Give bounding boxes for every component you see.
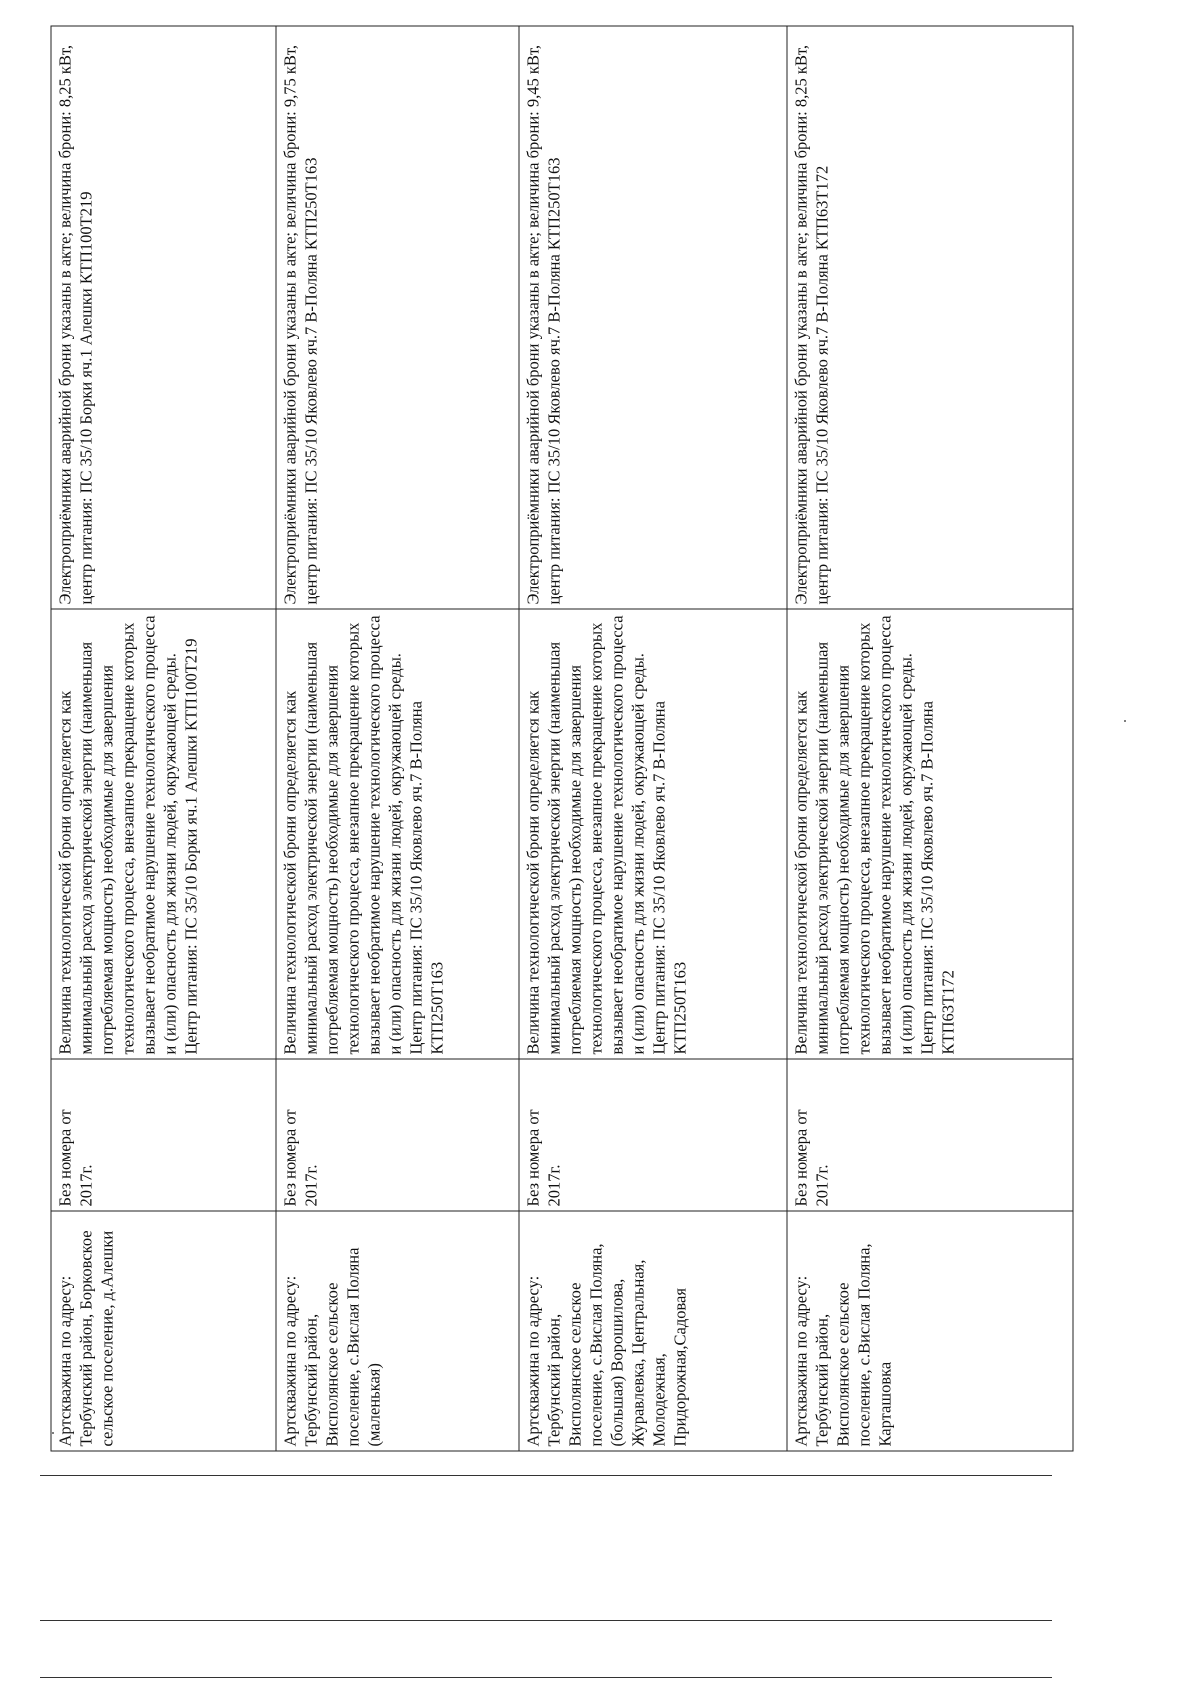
tech-reserve-cell: Величина технологической брони определяется как минимальный расход электрической энергии (наименьшая потребляемая мощность) необходимые для завершения технологического процесса, внезапное прекращение которых вызывает необратимое нарушение технологического процесса и (или) опасность для жизни людей, окружающей среды. Центр питания: ПС 35/10 Яковлево яч.7 В-Поляна КТП250Т163 bbox=[276, 609, 519, 1059]
address-cell: Артскважина по адресу: Тербунский район, Висполянское сельское поселение, с.Вислая Поляна, Карташовка bbox=[787, 1211, 1073, 1451]
bottom-rule-line bbox=[40, 1475, 1052, 1476]
emergency-reserve-cell: Электроприёмники аварийной брони указаны в акте; величина брони: 9,45 кВт, центр питания: ПС 35/10 Яковлево яч.7 В-Поляна КТП250Т163 bbox=[519, 26, 787, 609]
reserve-table bbox=[51, 26, 1074, 1452]
emergency-reserve-cell: Электроприёмники аварийной брони указаны в акте; величина брони: 9,75 кВт, центр питания: ПС 35/10 Яковлево яч.7 В-Поляна КТП250Т163 bbox=[276, 26, 519, 609]
bottom-rule-line bbox=[40, 1620, 1052, 1621]
emergency-reserve-cell: Электроприёмники аварийной брони указаны в акте; величина брони: 8,25 кВт, центр питания: ПС 35/10 Борки яч.1 Алешки КТП100Т219 bbox=[51, 26, 276, 609]
emergency-reserve-cell: Электроприёмники аварийной брони указаны в акте; величина брони: 8,25 кВт, центр питания: ПС 35/10 Яковлево яч.7 В-Поляна КТП63Т172 bbox=[787, 26, 1073, 609]
address-cell: Артскважина по адресу: Тербунский район, Висполянское сельское поселение, с.Вислая Поляна, (большая) Ворошилова, Журавлевка, Центральная, Молодежная, Придорожная,Садовая bbox=[519, 1211, 787, 1451]
scan-speck bbox=[52, 1432, 54, 1434]
table-row bbox=[276, 26, 519, 1451]
address-cell: Артскважина по адресу: Тербунский район, Висполянское сельское поселение, с.Вислая Поляна (маленькая) bbox=[276, 1211, 519, 1451]
tech-reserve-cell: Величина технологической брони определяется как минимальный расход электрической энергии (наименьшая потребляемая мощность) необходимые для завершения технологического процесса, внезапное прекращение которых вызывает необратимое нарушение технологического процесса и (или) опасность для жизни людей, окружающей среды. Центр питания: ПС 35/10 Борки яч.1 Алешки КТП100Т219 bbox=[51, 609, 276, 1059]
document-cell: Без номера от 2017г. bbox=[276, 1059, 519, 1211]
table-row bbox=[51, 26, 276, 1451]
document-cell: Без номера от 2017г. bbox=[519, 1059, 787, 1211]
scan-speck bbox=[1124, 720, 1126, 722]
table-row bbox=[787, 26, 1073, 1451]
document-cell: Без номера от 2017г. bbox=[787, 1059, 1073, 1211]
rotated-page-content bbox=[51, 27, 1073, 1452]
tech-reserve-cell: Величина технологической брони определяется как минимальный расход электрической энергии (наименьшая потребляемая мощность) необходимые для завершения технологического процесса, внезапное прекращение которых вызывает необратимое нарушение технологического процесса и (или) опасность для жизни людей, окружающей среды. Центр питания: ПС 35/10 Яковлево яч.7 В-Поляна КТП250Т163 bbox=[519, 609, 787, 1059]
table-row bbox=[519, 26, 787, 1451]
bottom-rule-line bbox=[40, 1677, 1052, 1678]
document-cell: Без номера от 2017г. bbox=[51, 1059, 276, 1211]
address-cell: Артскважина по адресу: Тербунский район, Борковское сельское поселение, д.Алешки bbox=[51, 1211, 276, 1451]
tech-reserve-cell: Величина технологической брони определяется как минимальный расход электрической энергии (наименьшая потребляемая мощность) необходимые для завершения технологического процесса, внезапное прекращение которых вызывает необратимое нарушение технологического процесса и (или) опасность для жизни людей, окружающей среды. Центр питания: ПС 35/10 Яковлево яч.7 В-Поляна КТП63Т172 bbox=[787, 609, 1073, 1059]
